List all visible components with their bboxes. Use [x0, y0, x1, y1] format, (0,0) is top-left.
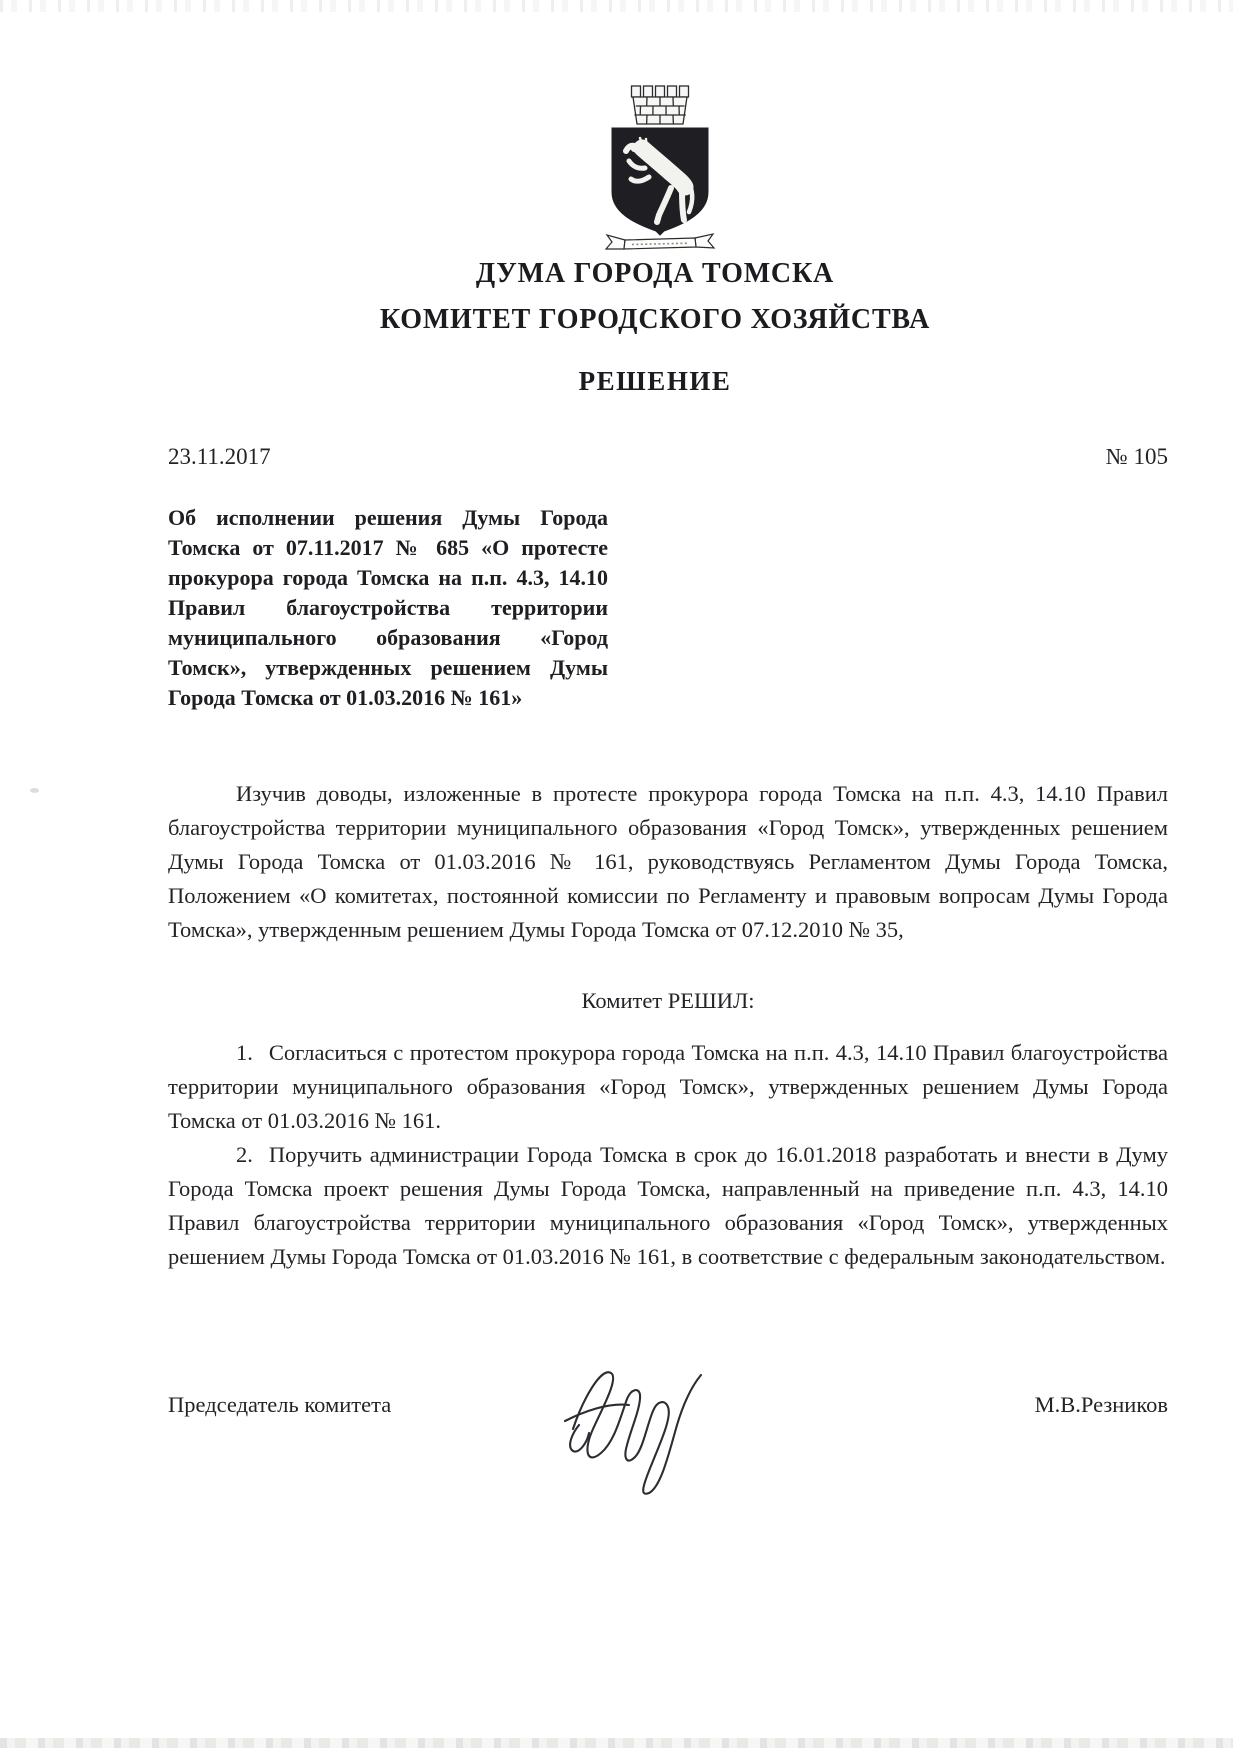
motto-ribbon-icon [606, 234, 714, 249]
document-date: 23.11.2017 [168, 444, 271, 469]
meta-row [168, 444, 1168, 470]
item-number: 2. [236, 1142, 253, 1167]
subject-paragraph: Об исполнении решения Думы Города Томска от 07.11.2017 № 685 «О протесте прокурора города Томска на п.п. 4.3, 14.10 Правил благоустройства территории муниципального образования «Город Томск», утвержденных решением Думы Города Томска от 01.03.2016 № 161» [168, 505, 608, 710]
resolution-heading: Комитет РЕШИЛ: [581, 988, 755, 1013]
document-number: № 105 [1105, 444, 1168, 469]
signature-title: Председатель комитета [168, 1392, 392, 1417]
item-number: 1. [236, 1040, 253, 1065]
scan-noise-top [0, 0, 1233, 12]
mural-crown-icon [632, 86, 689, 124]
scan-noise-bottom [0, 1738, 1233, 1748]
resolution-item-2 [168, 1138, 1168, 1274]
resolution-item-1 [168, 1036, 1168, 1138]
handwritten-signature-icon [545, 1336, 725, 1498]
tomsk-coat-of-arms-icon [585, 84, 735, 254]
signature-name: М.В.Резников [1034, 1392, 1168, 1417]
organization-title: ДУМА ГОРОДА ТОМСКА [475, 258, 835, 289]
document-type-title: РЕШЕНИЕ [578, 366, 732, 396]
item-text: Поручить администрации Города Томска в срок до 16.01.2018 разработать и внести в Думу Города Томска проект решения Думы Города Томска, направленный на приведение п.п. 4.3, 14.10 Правил благоустройства территории муниципального образования «Город Томск», утвержденных решением Думы Города Томска от 01.03.2016 № 161, в соответствие с федеральным законодательством. [168, 1142, 1168, 1269]
committee-title: КОМИТЕТ ГОРОДСКОГО ХОЗЯЙСТВА [379, 304, 931, 335]
preamble-paragraph: Изучив доводы, изложенные в протесте прокурора города Томска на п.п. 4.3, 14.10 Правил благоустройства территории муниципального образования «Город Томск», утвержденных решением Думы Города Томска от 01.03.2016 № 161, руководствуясь Регламентом Думы Города Томска, Положением «О комитетах, постоянной комиссии по Регламенту и правовым вопросам Думы Города Томска», утвержденным решением Думы Города Томска от 07.12.2010 № 35, [168, 781, 1168, 942]
resolution-items [168, 1036, 1168, 1274]
item-text: Согласиться с протестом прокурора города Томска на п.п. 4.3, 14.10 Правил благоустройства территории муниципального образования «Город Томск», утвержденных решением Думы Города Томска от 01.03.2016 № 161. [168, 1040, 1168, 1133]
scan-speck [30, 788, 39, 793]
